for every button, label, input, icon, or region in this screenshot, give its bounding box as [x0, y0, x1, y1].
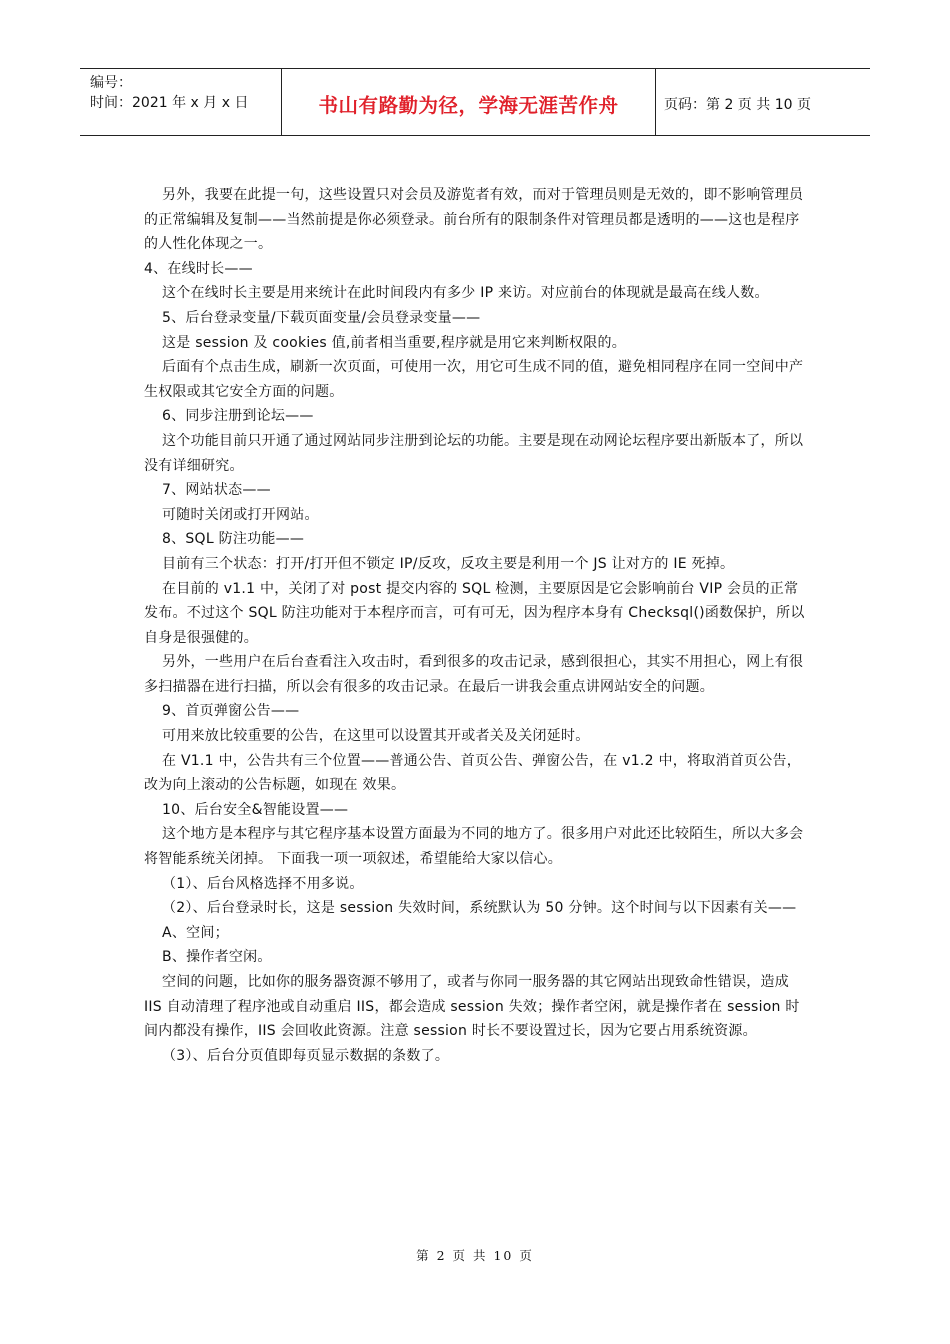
header-meta	[80, 69, 282, 135]
body-paragraph: （1）、后台风格选择不用多说。	[162, 875, 364, 892]
body-paragraph: 可随时关闭或打开网站。	[162, 506, 319, 523]
body-paragraph: 10、后台安全&智能设置——	[162, 801, 349, 818]
body-paragraph: 9、首页弹窗公告——	[162, 703, 300, 720]
body-paragraph: 8、SQL 防注功能——	[162, 531, 305, 548]
body-paragraph: 这个在线时长主要是用来统计在此时间段内有多少 IP 来访。对应前台的体现就是最高在线人数。	[162, 285, 769, 302]
body-paragraph: 目前有三个状态：打开/打开但不锁定 IP/反攻，反攻主要是利用一个 JS 让对方的 IE 死掉。	[162, 555, 735, 572]
body-paragraph: （3）、后台分页值即每页显示数据的条数了。	[162, 1047, 450, 1064]
body-paragraph: 5、后台登录变量/下载页面变量/会员登录变量——	[162, 309, 481, 326]
document-number-label: 编号：	[90, 75, 132, 91]
header-table	[80, 68, 870, 136]
body-paragraph: 后面有个点击生成，刷新一次页面，可使用一次，用它可生成不同的值，避免相同程序在同一空间中产生权限或其它安全方面的问题。	[144, 359, 804, 400]
header-motto: 书山有路勤为径，学海无涯苦作舟	[282, 69, 656, 135]
body-paragraph: 在目前的 v1.1 中，关闭了对 post 提交内容的 SQL 检测，主要原因是它会影响前台 VIP 会员的正常发布。不过这个 SQL 防注功能对于本程序而言，可有可无，因为程序本身有 Checksql()函数保护，所以自身是很强健的。	[144, 580, 805, 646]
header-page-label: 页码：第 2 页 共 10 页	[664, 97, 811, 113]
body-paragraph: 另外，一些用户在后台查看注入攻击时，看到很多的攻击记录，感到很担心，其实不用担心，网上有很多扫描器在进行扫描，所以会有很多的攻击记录。在最后一讲我会重点讲网站安全的问题。	[144, 654, 804, 695]
body-paragraph: 这个功能目前只开通了通过网站同步注册到论坛的功能。主要是现在动网论坛程序要出新版本了，所以没有详细研究。	[144, 432, 804, 474]
body-paragraph: （2）、后台登录时长，这是 session 失效时间，系统默认为 50 分钟。这个时间与以下因素有关——	[162, 900, 797, 917]
document-body	[144, 183, 808, 1068]
document-date-label: 时间：2021 年 x 月 x 日	[90, 95, 249, 111]
body-paragraph: 另外，我要在此提一句，这些设置只对会员及游览者有效，而对于管理员则是无效的，即不影响管理员的正常编辑及复制——当然前提是你必须登录。前台所有的限制条件对管理员都是透明的——这也是程序的人性化体现之一。	[144, 187, 804, 253]
body-paragraph: 这是 session 及 cookies 值,前者相当重要,程序就是用它来判断权限的。	[162, 334, 627, 351]
page-footer: 第 2 页 共 10 页	[416, 1248, 534, 1263]
body-paragraph: 空间的问题，比如你的服务器资源不够用了，或者与你同一服务器的其它网站出现致命性错误，造成 IIS 自动清理了程序池或自动重启 IIS，都会造成 session 失效；操作者空闲，就是操作者在 session 时间内都没有操作，IIS 会回收此资源。注意 session 时长不要设置过长，因为它要占用系统资源。	[144, 974, 800, 1040]
body-paragraph: 7、网站状态——	[162, 482, 271, 499]
body-paragraph: 6、同步注册到论坛——	[162, 408, 314, 425]
body-paragraph: 这个地方是本程序与其它程序基本设置方面最为不同的地方了。很多用户对此还比较陌生，所以大多会将智能系统关闭掉。 下面我一项一项叙述，希望能给大家以信心。	[144, 826, 804, 868]
body-paragraph: 在 V1.1 中，公告共有三个位置——普通公告、首页公告、弹窗公告，在 v1.2 中，将取消首页公告，改为向上滚动的公告标题，如现在 效果。	[144, 752, 801, 794]
body-paragraph: B、操作者空闲。	[162, 949, 272, 966]
body-paragraph: 可用来放比较重要的公告，在这里可以设置其开或者关及关闭延时。	[162, 728, 590, 745]
body-paragraph: A、空间；	[162, 924, 229, 941]
body-paragraph: 4、在线时长——	[144, 260, 253, 277]
